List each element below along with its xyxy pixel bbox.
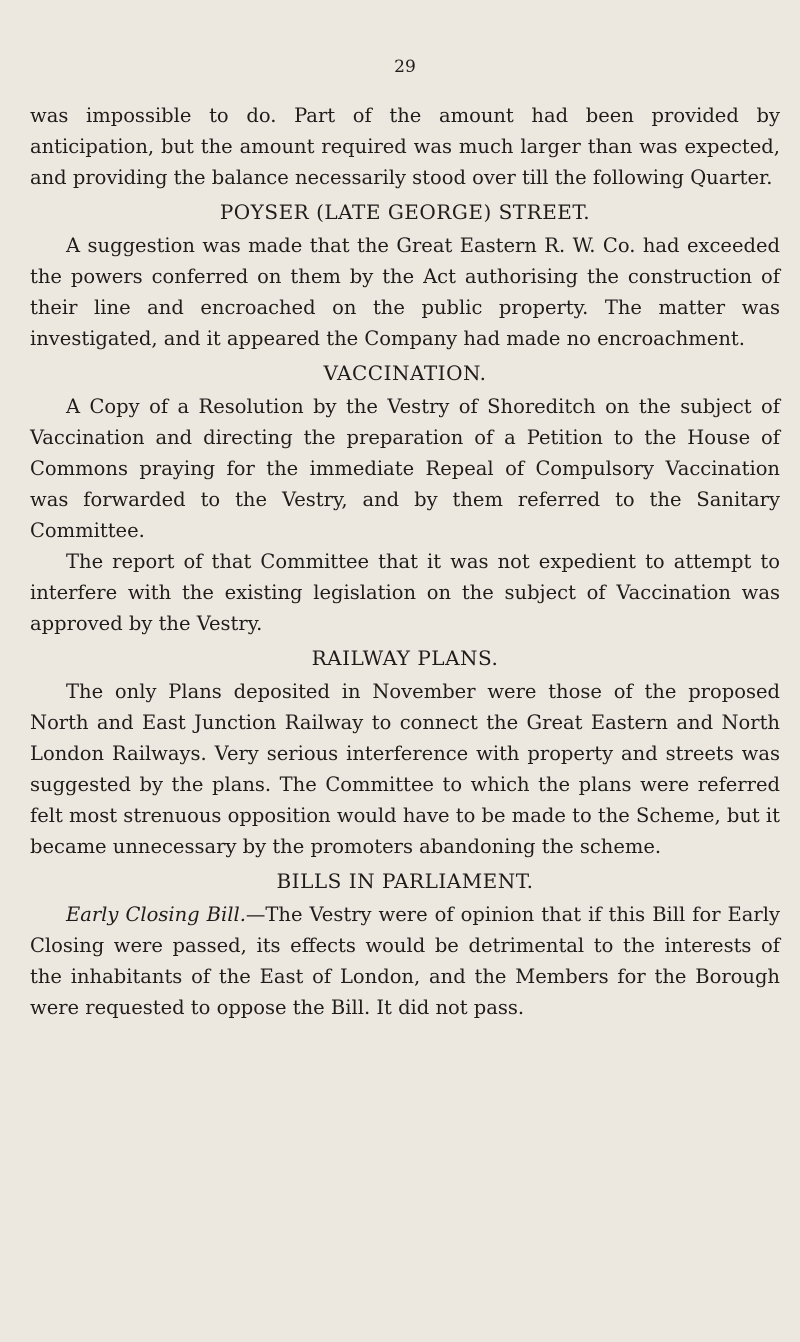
railway-plans-paragraph: The only Plans deposited in November were those of the proposed North and East Junction Railway to connect the Great Eastern and North London Railways. Very serious interference with property and streets was suggested by the plans. The Committee to which the plans were referred felt most strenuous opposition would have to be made to the Scheme, but it became unnecessary by the promoters abandoning the scheme.	[30, 680, 780, 858]
vaccination-heading: VACCINATION.	[323, 361, 487, 385]
poyser-street-heading: POYSER (LATE GEORGE) STREET.	[219, 200, 591, 224]
early-closing-bill-text: —The Vestry were of opinion that if this Bill for Early Closing were passed, its effects would be detrimental to the interests of the inhabitants of the East of London, and the Members for the Borough were requested to oppose the Bill. It did not pass.	[30, 903, 780, 1019]
railway-plans-heading: RAILWAY PLANS.	[311, 646, 499, 670]
poyser-street-paragraph: A suggestion was made that the Great Eastern R. W. Co. had exceeded the powers conferred on them by the Act authorising the construction of their line and encroached on the public property. The matter was investigated, and it appeared the Company had made no encroachment.	[30, 234, 780, 350]
early-closing-bill-title: Early Closing Bill.	[66, 903, 246, 926]
vaccination-paragraph-1: A Copy of a Resolution by the Vestry of Shoreditch on the subject of Vaccination and directing the preparation of a Petition to the House of Commons praying for the immediate Repeal of Compulsory Vaccination was forwarded to the Vestry, and by them referred to the Sanitary Committee.	[30, 395, 780, 542]
opening-paragraph: was impossible to do. Part of the amount had been provided by anticipation, but the amount required was much larger than was expected, and providing the balance necessarily stood over till the following Quarter.	[30, 104, 780, 189]
bills-paragraph	[30, 899, 780, 1023]
vaccination-paragraph-2: The report of that Committee that it was not expedient to attempt to interfere with the existing legislation on the subject of Vaccination was approved by the Vestry.	[30, 550, 780, 635]
page-number: 29	[394, 57, 416, 77]
bills-heading: BILLS IN PARLIAMENT.	[276, 869, 534, 893]
